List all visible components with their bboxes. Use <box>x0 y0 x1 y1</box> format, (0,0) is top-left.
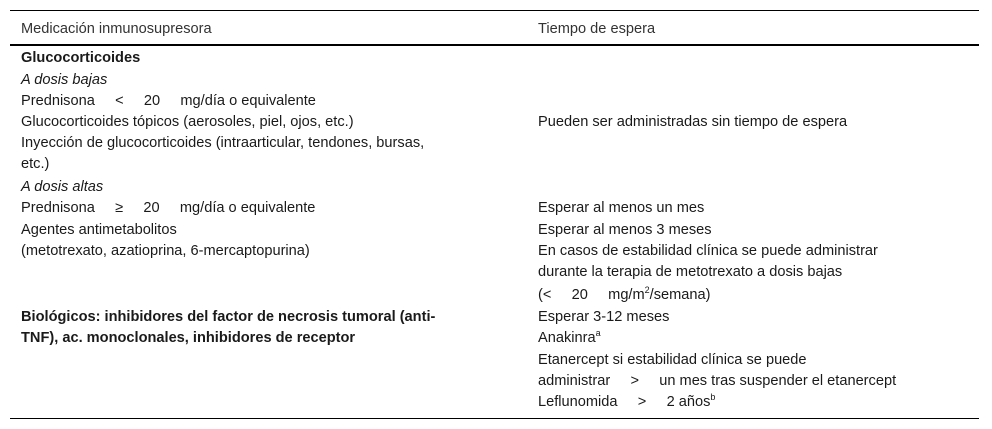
espera-un-mes: Esperar al menos un mes <box>538 200 705 216</box>
dosis-sup: 2 <box>644 285 650 296</box>
inyeccion-line-1: Inyección de glucocorticoides (intraarticular, tendones, bursas, <box>21 135 425 151</box>
leflunomida <box>538 392 715 413</box>
prednisona-baja: Prednisona < 20 mg/día o equivalente <box>21 93 316 109</box>
dosis-post: /semana) <box>649 287 711 303</box>
glucocorticoides-topicos: Glucocorticoides tópicos (aerosoles, piel, ojos, etc.) <box>21 114 354 130</box>
anakinra-text: Anakinra <box>538 330 596 346</box>
inyeccion-line-2: etc.) <box>21 156 50 172</box>
anakinra-sup: a <box>595 328 601 339</box>
espera-tres-meses: Esperar al menos 3 meses <box>538 222 712 238</box>
biologicos-line-1: Biológicos: inhibidores del factor de necrosis tumoral (anti- <box>21 309 436 325</box>
etanercept-line-1: Etanercept si estabilidad clínica se puede <box>538 352 807 368</box>
table-header <box>10 11 979 46</box>
antimetabolitos-detalle: (metotrexato, azatioprina, 6-mercaptopurina) <box>21 243 310 259</box>
header-medication: Medicación inmunosupresora <box>21 21 212 37</box>
glucocorticoides-heading: Glucocorticoides <box>21 50 141 66</box>
sin-espera: Pueden ser administradas sin tiempo de espera <box>538 114 848 130</box>
header-wait-time: Tiempo de espera <box>538 21 656 37</box>
estabilidad-line-2: durante la terapia de metotrexato a dosis bajas <box>538 264 843 280</box>
prednisona-alta: Prednisona ≥ 20 mg/día o equivalente <box>21 200 316 216</box>
leflunomida-sup: b <box>710 392 716 403</box>
dosis-bajas-label: A dosis bajas <box>21 72 108 88</box>
espera-3-12-meses: Esperar 3-12 meses <box>538 309 670 325</box>
estabilidad-line-1: En casos de estabilidad clínica se puede administrar <box>538 243 878 259</box>
dosis-pre: (< 20 mg/m <box>538 287 645 303</box>
etanercept-line-2: administrar > un mes tras suspender el etanercept <box>538 373 897 389</box>
antimetabolitos: Agentes antimetabolitos <box>21 222 177 238</box>
dosis-altas-label: A dosis altas <box>21 179 104 195</box>
anakinra <box>538 328 601 349</box>
leflunomida-text: Leflunomida > 2 años <box>538 394 711 410</box>
table-body <box>10 46 979 419</box>
dosis-metotrexato <box>538 285 711 306</box>
biologicos-line-2: TNF), ac. monoclonales, inhibidores de receptor <box>21 330 356 346</box>
medication-table <box>10 10 979 419</box>
